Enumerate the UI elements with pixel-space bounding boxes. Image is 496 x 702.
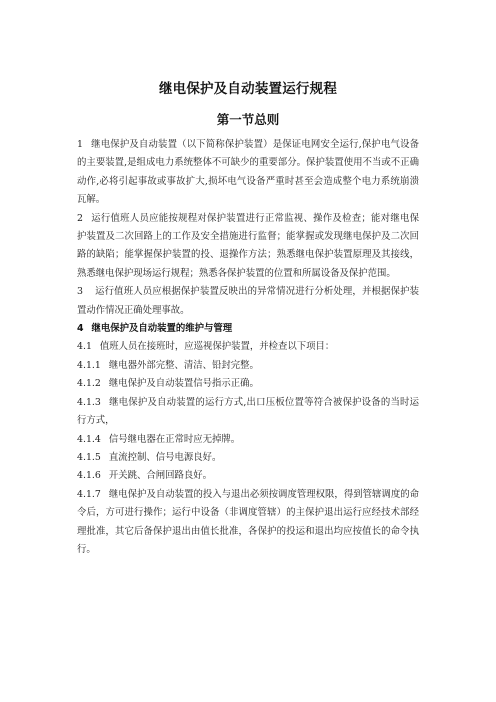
paragraph-number: 4.1.7 bbox=[77, 488, 101, 500]
paragraph-text: 运行值班人员应根据保护装置反映出的异常情况进行分析处理，并根据保护装置动作情况正确处理事故。 bbox=[77, 286, 419, 316]
document-body bbox=[77, 136, 419, 559]
section-heading: 第一节总则 bbox=[216, 112, 280, 127]
paragraph-text: 继电保护及自动装置的维护与管理 bbox=[91, 323, 233, 335]
paragraph-4-1-1 bbox=[77, 357, 419, 375]
paragraph-number: 3 bbox=[77, 286, 83, 298]
paragraph-number: 4.1.6 bbox=[77, 470, 101, 482]
subsection-heading-4 bbox=[77, 320, 419, 338]
paragraph-text: 信号继电器在正常时应无掉牌。 bbox=[108, 433, 241, 445]
paragraph-text: 开关跳、合闸回路良好。 bbox=[108, 470, 212, 482]
paragraph-text: 继电保护及自动装置的投入与退出必须按调度管理权限，得到管辖调度的命令后，方可进行操作；运行中设备（非调度管辖）的主保护退出运行应经技术部经理批准，其它后备保护退出由值长批准，各保护的投运和退出均应按值长的命令执行。 bbox=[77, 488, 419, 555]
paragraph-number: 2 bbox=[77, 212, 83, 224]
paragraph-text: 继电保护及自动装置信号指示正确。 bbox=[108, 378, 259, 390]
paragraph-2 bbox=[77, 210, 419, 284]
paragraph-4-1-4 bbox=[77, 431, 419, 449]
paragraph-number: 4.1.4 bbox=[77, 433, 101, 445]
paragraph-number: 4.1.5 bbox=[77, 451, 101, 463]
paragraph-text: 直流控制、信号电源良好。 bbox=[108, 451, 222, 463]
paragraph-4-1-3 bbox=[77, 394, 419, 431]
paragraph-3 bbox=[77, 283, 419, 320]
paragraph-number: 4.1 bbox=[77, 341, 92, 353]
paragraph-4-1-7 bbox=[77, 486, 419, 560]
paragraph-text: 继电保护及自动装置（以下简称保护装置）是保证电网安全运行,保护电气设备的主要装置,是组成电力系统整体不可缺少的重要部分。保护装置使用不当或不正确动作,必将引起事故或事故扩大,损坏电气设备严重时甚至会造成整个电力系统崩溃瓦解。 bbox=[77, 139, 419, 206]
paragraph-text: 运行值班人员应能按规程对保护装置进行正常监视、操作及检查；能对继电保护装置及二次回路上的工作及安全措施进行监督；能掌握或发现继电保护及二次回路的缺陷；能掌握保护装置的投、退操作方法；熟悉继电保护装置原理及其接线，熟悉继电保护现场运行规程；熟悉各保护装置的位置和所属设备及保护范围。 bbox=[77, 212, 419, 279]
paragraph-text: 值班人员在接班时，应巡视保护装置，并检查以下项目： bbox=[99, 341, 335, 353]
paragraph-text: 继电保护及自动装置的运行方式,出口压板位置等符合被保护设备的当时运行方式， bbox=[77, 396, 419, 427]
paragraph-number: 4.1.3 bbox=[77, 396, 101, 408]
paragraph-number: 4.1.1 bbox=[77, 359, 101, 371]
document-title: 继电保护及自动装置运行规程 bbox=[158, 81, 338, 97]
paragraph-4-1-6 bbox=[77, 467, 419, 485]
paragraph-4-1 bbox=[77, 338, 419, 356]
paragraph-4-1-2 bbox=[77, 375, 419, 393]
paragraph-number: 1 bbox=[77, 139, 83, 150]
paragraph-text: 继电器外部完整、清洁、铅封完整。 bbox=[108, 359, 259, 371]
paragraph-number: 4.1.2 bbox=[77, 378, 101, 390]
paragraph-1 bbox=[77, 136, 419, 210]
paragraph-4-1-5 bbox=[77, 449, 419, 467]
paragraph-number: 4 bbox=[77, 323, 84, 335]
